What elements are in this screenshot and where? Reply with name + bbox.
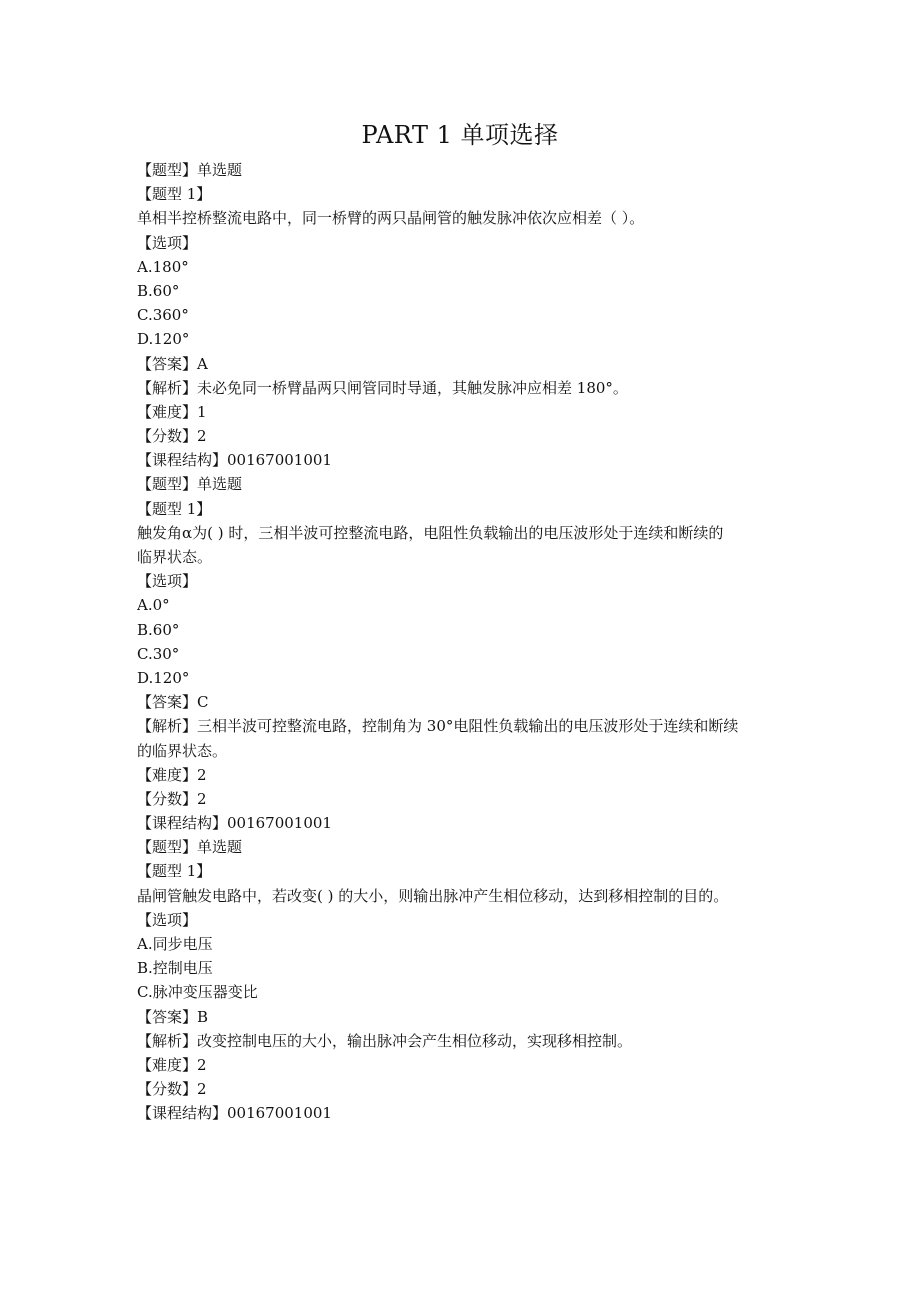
- text-line: C.30°: [137, 644, 180, 663]
- text-line: 【分数】2: [137, 1080, 207, 1099]
- text-line: 【答案】B: [137, 1007, 209, 1026]
- text-line: C.360°: [137, 306, 189, 325]
- text-line: B.60°: [137, 620, 180, 639]
- text-line: 【解析】改变控制电压的大小，输出脉冲会产生相位移动，实现移相控制。: [137, 1031, 633, 1050]
- text-line: D.120°: [137, 668, 190, 687]
- text-line: A.同步电压: [137, 935, 213, 953]
- text-line: 【答案】A: [137, 354, 208, 373]
- text-line: 【选项】: [137, 572, 198, 591]
- page-title: PART 1 单项选择: [361, 121, 559, 149]
- text-line: 【题型 1】: [137, 499, 212, 518]
- question-list: [137, 158, 797, 1126]
- text-line: 临界状态。: [137, 548, 213, 566]
- text-line: C.脉冲变压器变比: [137, 983, 258, 1002]
- text-line: 【难度】1: [137, 402, 207, 421]
- text-line: 【题型】单选题: [137, 161, 243, 179]
- text-line: 【选项】: [137, 233, 198, 252]
- text-line: 【解析】未必免同一桥臂晶两只闸管同时导通，其触发脉冲应相差 180°。: [137, 378, 628, 397]
- text-line: 【难度】2: [137, 1055, 207, 1074]
- text-line: 【分数】2: [137, 427, 207, 446]
- text-line: 【难度】2: [137, 765, 207, 784]
- text-line: B.60°: [137, 281, 180, 300]
- text-line: D.120°: [137, 330, 190, 349]
- text-line: 【选项】: [137, 910, 198, 929]
- text-line: A.180°: [137, 257, 189, 276]
- text-line: 【题型 1】: [137, 862, 212, 881]
- text-line: 触发角α为( ) 时，三相半波可控整流电路，电阻性负载输出的电压波形处于连续和断续的: [137, 523, 724, 542]
- text-line: 【题型】单选题: [137, 475, 243, 494]
- text-line: 【题型】单选题: [137, 838, 243, 857]
- text-line: 【课程结构】00167001001: [137, 814, 332, 833]
- text-line: 单相半控桥整流电路中，同一桥臂的两只晶闸管的触发脉冲依次应相差（ ）。: [137, 209, 645, 228]
- text-line: 【解析】三相半波可控整流电路，控制角为 30°电阻性负载输出的电压波形处于连续和断续: [137, 717, 739, 736]
- text-line: 晶闸管触发电路中，若改变( ) 的大小，则输出脉冲产生相位移动，达到移相控制的目的。: [137, 886, 729, 905]
- text-line: B.控制电压: [137, 959, 213, 978]
- text-line: 【题型 1】: [137, 185, 212, 204]
- text-line: 【课程结构】00167001001: [137, 1104, 332, 1123]
- text-line: 的临界状态。: [137, 741, 228, 760]
- text-line: A.0°: [137, 596, 170, 615]
- text-line: 【答案】C: [137, 693, 209, 712]
- text-line: 【课程结构】00167001001: [137, 451, 332, 470]
- text-line: 【分数】2: [137, 789, 207, 808]
